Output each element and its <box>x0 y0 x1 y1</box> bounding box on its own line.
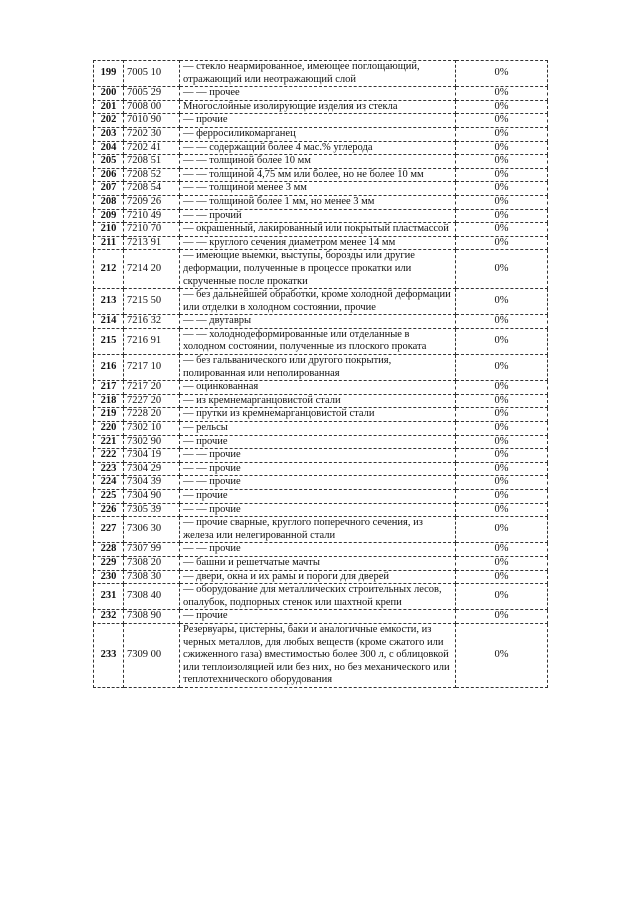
table-row <box>94 182 548 196</box>
table-row <box>94 476 548 490</box>
table-row <box>94 503 548 517</box>
goods-description: — окрашенный, лакированный или покрытый пластмассой <box>180 223 456 237</box>
table-row <box>94 584 548 610</box>
goods-description: — стекло неармированное, имеющее поглощающий, отражающий или неотражающий слой <box>180 61 456 87</box>
tariff-table-body <box>94 61 548 688</box>
row-number: 214 <box>94 315 124 329</box>
duty-rate: 0% <box>456 315 548 329</box>
commodity-code: 7208 52 <box>124 168 180 182</box>
table-row <box>94 61 548 87</box>
commodity-code: 7304 19 <box>124 449 180 463</box>
table-row <box>94 155 548 169</box>
table-row <box>94 315 548 329</box>
row-number: 228 <box>94 543 124 557</box>
row-number: 211 <box>94 236 124 250</box>
goods-description: — без дальнейшей обработки, кроме холодной деформации или отделки в холодном состоянии, прочие <box>180 289 456 315</box>
duty-rate: 0% <box>456 223 548 237</box>
commodity-code: 7308 90 <box>124 610 180 624</box>
commodity-code: 7305 39 <box>124 503 180 517</box>
commodity-code: 7217 10 <box>124 355 180 381</box>
goods-description: — из кремнемарганцовистой стали <box>180 394 456 408</box>
table-row <box>94 394 548 408</box>
row-number: 208 <box>94 195 124 209</box>
duty-rate: 0% <box>456 250 548 289</box>
row-number: 225 <box>94 490 124 504</box>
row-number: 205 <box>94 155 124 169</box>
row-number: 232 <box>94 610 124 624</box>
duty-rate: 0% <box>456 328 548 354</box>
duty-rate: 0% <box>456 87 548 101</box>
duty-rate: 0% <box>456 394 548 408</box>
goods-description: — прутки из кремнемарганцовистой стали <box>180 408 456 422</box>
table-row <box>94 168 548 182</box>
commodity-code: 7302 10 <box>124 422 180 436</box>
commodity-code: 7216 32 <box>124 315 180 329</box>
table-row <box>94 100 548 114</box>
duty-rate: 0% <box>456 155 548 169</box>
commodity-code: 7208 51 <box>124 155 180 169</box>
goods-description: — имеющие выемки, выступы, борозды или другие деформации, полученные в процессе прокатки или скрученные после прокатки <box>180 250 456 289</box>
row-number: 231 <box>94 584 124 610</box>
goods-description: — — содержащий более 4 мас.% углерода <box>180 141 456 155</box>
table-row <box>94 490 548 504</box>
duty-rate: 0% <box>456 435 548 449</box>
goods-description: — — толщиной более 1 мм, но менее 3 мм <box>180 195 456 209</box>
duty-rate: 0% <box>456 570 548 584</box>
duty-rate: 0% <box>456 623 548 687</box>
table-row <box>94 381 548 395</box>
row-number: 206 <box>94 168 124 182</box>
duty-rate: 0% <box>456 503 548 517</box>
duty-rate: 0% <box>456 449 548 463</box>
row-number: 210 <box>94 223 124 237</box>
commodity-code: 7306 30 <box>124 517 180 543</box>
goods-description: — — круглого сечения диаметром менее 14 мм <box>180 236 456 250</box>
commodity-code: 7209 26 <box>124 195 180 209</box>
goods-description: — — прочее <box>180 87 456 101</box>
table-row <box>94 328 548 354</box>
table-row <box>94 435 548 449</box>
goods-description: — двери, окна и их рамы и пороги для дверей <box>180 570 456 584</box>
goods-description: Резервуары, цистерны, баки и аналогичные емкости, из черных металлов, для любых веществ (кроме сжатого или сжиженного газа) вместимостью более 300 л, с облицовкой или теплоизоляцией или без них, но без механического или теплотехнического оборудования <box>180 623 456 687</box>
duty-rate: 0% <box>456 381 548 395</box>
table-row <box>94 209 548 223</box>
goods-description: — ферросиликомарганец <box>180 127 456 141</box>
table-row <box>94 610 548 624</box>
row-number: 224 <box>94 476 124 490</box>
duty-rate: 0% <box>456 355 548 381</box>
row-number: 201 <box>94 100 124 114</box>
commodity-code: 7202 41 <box>124 141 180 155</box>
table-row <box>94 355 548 381</box>
commodity-code: 7227 20 <box>124 394 180 408</box>
duty-rate: 0% <box>456 114 548 128</box>
row-number: 202 <box>94 114 124 128</box>
row-number: 217 <box>94 381 124 395</box>
goods-description: — — двутавры <box>180 315 456 329</box>
goods-description: — — холоднодеформированные или отделанные в холодном состоянии, полученные из плоского проката <box>180 328 456 354</box>
goods-description: — прочие <box>180 114 456 128</box>
goods-description: — рельсы <box>180 422 456 436</box>
commodity-code: 7308 20 <box>124 556 180 570</box>
table-row <box>94 250 548 289</box>
table-row <box>94 556 548 570</box>
duty-rate: 0% <box>456 236 548 250</box>
duty-rate: 0% <box>456 556 548 570</box>
commodity-code: 7202 30 <box>124 127 180 141</box>
commodity-code: 7216 91 <box>124 328 180 354</box>
goods-description: — без гальванического или другого покрытия, полированная или неполированная <box>180 355 456 381</box>
commodity-code: 7304 90 <box>124 490 180 504</box>
document-page <box>93 60 547 688</box>
duty-rate: 0% <box>456 209 548 223</box>
goods-description: — башни и решетчатые мачты <box>180 556 456 570</box>
duty-rate: 0% <box>456 610 548 624</box>
duty-rate: 0% <box>456 195 548 209</box>
row-number: 218 <box>94 394 124 408</box>
duty-rate: 0% <box>456 517 548 543</box>
goods-description: — — прочие <box>180 543 456 557</box>
row-number: 233 <box>94 623 124 687</box>
row-number: 226 <box>94 503 124 517</box>
row-number: 215 <box>94 328 124 354</box>
goods-description: — — толщиной менее 3 мм <box>180 182 456 196</box>
table-row <box>94 462 548 476</box>
commodity-code: 7214 20 <box>124 250 180 289</box>
goods-description: — оцинкованная <box>180 381 456 395</box>
commodity-code: 7210 70 <box>124 223 180 237</box>
goods-description: — прочие <box>180 490 456 504</box>
goods-description: — оборудование для металлических строительных лесов, опалубок, подпорных стенок или шахтной крепи <box>180 584 456 610</box>
table-row <box>94 543 548 557</box>
table-row <box>94 127 548 141</box>
commodity-code: 7213 91 <box>124 236 180 250</box>
commodity-code: 7215 50 <box>124 289 180 315</box>
table-row <box>94 623 548 687</box>
goods-description: — прочие сварные, круглого поперечного сечения, из железа или нелегированной стали <box>180 517 456 543</box>
table-row <box>94 570 548 584</box>
table-row <box>94 223 548 237</box>
duty-rate: 0% <box>456 100 548 114</box>
duty-rate: 0% <box>456 168 548 182</box>
commodity-code: 7217 20 <box>124 381 180 395</box>
duty-rate: 0% <box>456 543 548 557</box>
tariff-table <box>93 60 548 688</box>
row-number: 212 <box>94 250 124 289</box>
commodity-code: 7005 29 <box>124 87 180 101</box>
duty-rate: 0% <box>456 289 548 315</box>
table-row <box>94 236 548 250</box>
commodity-code: 7309 00 <box>124 623 180 687</box>
table-row <box>94 195 548 209</box>
row-number: 200 <box>94 87 124 101</box>
goods-description: Многослойные изолирующие изделия из стекла <box>180 100 456 114</box>
commodity-code: 7308 30 <box>124 570 180 584</box>
row-number: 229 <box>94 556 124 570</box>
row-number: 227 <box>94 517 124 543</box>
table-row <box>94 517 548 543</box>
table-row <box>94 87 548 101</box>
commodity-code: 7304 29 <box>124 462 180 476</box>
duty-rate: 0% <box>456 61 548 87</box>
commodity-code: 7228 20 <box>124 408 180 422</box>
row-number: 230 <box>94 570 124 584</box>
table-row <box>94 114 548 128</box>
duty-rate: 0% <box>456 490 548 504</box>
row-number: 199 <box>94 61 124 87</box>
goods-description: — — толщиной 4,75 мм или более, но не более 10 мм <box>180 168 456 182</box>
commodity-code: 7307 99 <box>124 543 180 557</box>
row-number: 203 <box>94 127 124 141</box>
commodity-code: 7208 54 <box>124 182 180 196</box>
duty-rate: 0% <box>456 141 548 155</box>
duty-rate: 0% <box>456 182 548 196</box>
duty-rate: 0% <box>456 462 548 476</box>
table-row <box>94 449 548 463</box>
commodity-code: 7308 40 <box>124 584 180 610</box>
commodity-code: 7304 39 <box>124 476 180 490</box>
goods-description: — — толщиной более 10 мм <box>180 155 456 169</box>
commodity-code: 7008 00 <box>124 100 180 114</box>
table-row <box>94 141 548 155</box>
table-row <box>94 408 548 422</box>
goods-description: — — прочие <box>180 449 456 463</box>
row-number: 223 <box>94 462 124 476</box>
row-number: 221 <box>94 435 124 449</box>
goods-description: — прочие <box>180 435 456 449</box>
row-number: 209 <box>94 209 124 223</box>
duty-rate: 0% <box>456 127 548 141</box>
row-number: 204 <box>94 141 124 155</box>
row-number: 213 <box>94 289 124 315</box>
goods-description: — — прочий <box>180 209 456 223</box>
duty-rate: 0% <box>456 408 548 422</box>
table-row <box>94 422 548 436</box>
goods-description: — — прочие <box>180 462 456 476</box>
row-number: 219 <box>94 408 124 422</box>
goods-description: — — прочие <box>180 476 456 490</box>
duty-rate: 0% <box>456 476 548 490</box>
row-number: 207 <box>94 182 124 196</box>
commodity-code: 7005 10 <box>124 61 180 87</box>
duty-rate: 0% <box>456 584 548 610</box>
commodity-code: 7210 49 <box>124 209 180 223</box>
duty-rate: 0% <box>456 422 548 436</box>
goods-description: — — прочие <box>180 503 456 517</box>
commodity-code: 7302 90 <box>124 435 180 449</box>
table-row <box>94 289 548 315</box>
row-number: 222 <box>94 449 124 463</box>
row-number: 216 <box>94 355 124 381</box>
commodity-code: 7010 90 <box>124 114 180 128</box>
row-number: 220 <box>94 422 124 436</box>
goods-description: — прочие <box>180 610 456 624</box>
